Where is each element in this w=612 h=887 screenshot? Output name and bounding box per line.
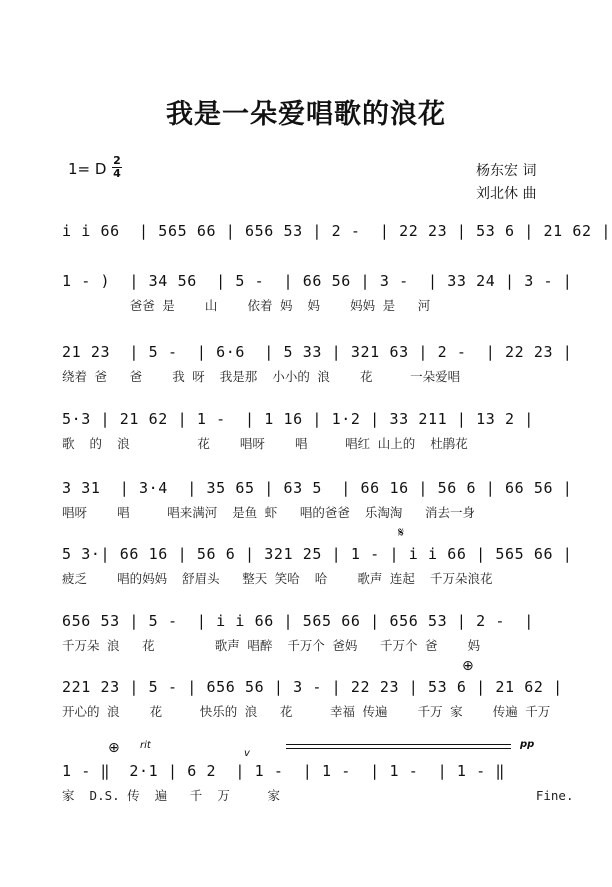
lyric-line: 绕着 爸 爸 我 呀 我是那 小小的 浪 花 一朵爱唱	[62, 369, 461, 384]
score-row-7	[62, 612, 552, 653]
coda-icon: ⊕	[108, 740, 120, 756]
fermata-line	[286, 744, 511, 745]
score-row-4	[62, 410, 552, 451]
breath-mark: v	[244, 748, 250, 759]
score-row-1	[62, 222, 611, 252]
notation-line: 21 23 | 5 - | 6·6 | 5 33 | 321 63 | 2 - | 22 23 |	[62, 343, 573, 361]
lyric-line: 千万朵 浪 花 歌声 唱醉 千万个 爸妈 千万个 爸 妈	[62, 638, 481, 653]
score-row-5	[62, 479, 573, 520]
notation-line: 3 31 | 3·4 | 35 65 | 63 5 | 66 16 | 56 6 | 66 56 |	[62, 479, 573, 497]
lyric-line: 爸爸 是 山 依着 妈 妈 妈妈 是 河	[62, 298, 431, 313]
notation-line: 5 3·| 66 16 | 56 6 | 321 25 | 1 - | i i 66 | 565 66 |	[62, 545, 573, 563]
score-row-6	[62, 545, 573, 586]
lyric-line: 歌 的 浪 花 唱呀 唱 唱红 山上的 杜鹃花	[62, 436, 468, 451]
notation-line: 656 53 | 5 - | i i 66 | 565 66 | 656 53 | 2 - |	[62, 612, 534, 630]
rit-mark: rit	[140, 740, 151, 751]
time-signature	[112, 156, 122, 179]
notation-line: 1 - ) | 34 56 | 5 - | 66 56 | 3 - | 33 24 | 3 - |	[62, 272, 573, 290]
score-row-2	[62, 272, 573, 313]
lyric-line: 开心的 浪 花 快乐的 浪 花 幸福 传遍 千万 家 传遍 千万	[62, 704, 551, 719]
notation-line: 1 - ‖ 2·1 | 6 2 | 1 - | 1 - | 1 - | 1 - ‖	[62, 762, 506, 780]
notation-line: 221 23 | 5 - | 656 56 | 3 - | 22 23 | 53 6 | 21 62 |	[62, 678, 563, 696]
time-bottom: 4	[113, 167, 121, 180]
notation-line: i i 66 | 565 66 | 656 53 | 2 - | 22 23 | 53 6 | 21 62 |	[62, 222, 611, 240]
pianissimo-mark: pp	[520, 739, 535, 750]
score-row-3	[62, 343, 573, 384]
score-row-8	[62, 678, 563, 719]
key-signature: 1= D	[68, 160, 107, 178]
fermata-line	[286, 748, 511, 749]
score-row-9	[62, 762, 574, 803]
lyric-line: 唱呀 唱 唱来满河 是鱼 虾 唱的爸爸 乐淘淘 消去一身	[62, 505, 476, 520]
lyric-line: 家 D.S. 传 遍 千 万 家 Fine.	[62, 788, 574, 803]
time-top: 2	[113, 154, 121, 167]
coda-icon: ⊕	[462, 658, 474, 674]
composer-credit: 刘北休 曲	[476, 186, 537, 202]
notation-line: 5·3 | 21 62 | 1 - | 1 16 | 1·2 | 33 211 | 13 2 |	[62, 410, 534, 428]
lyric-line: 疲乏 唱的妈妈 舒眉头 整天 笑哈 哈 歌声 连起 千万朵浪花	[62, 571, 493, 586]
song-title: 我是一朵爱唱歌的浪花	[166, 99, 446, 130]
lyricist-credit: 杨东宏 词	[476, 163, 537, 179]
segno-icon: 𝄋	[398, 525, 405, 541]
